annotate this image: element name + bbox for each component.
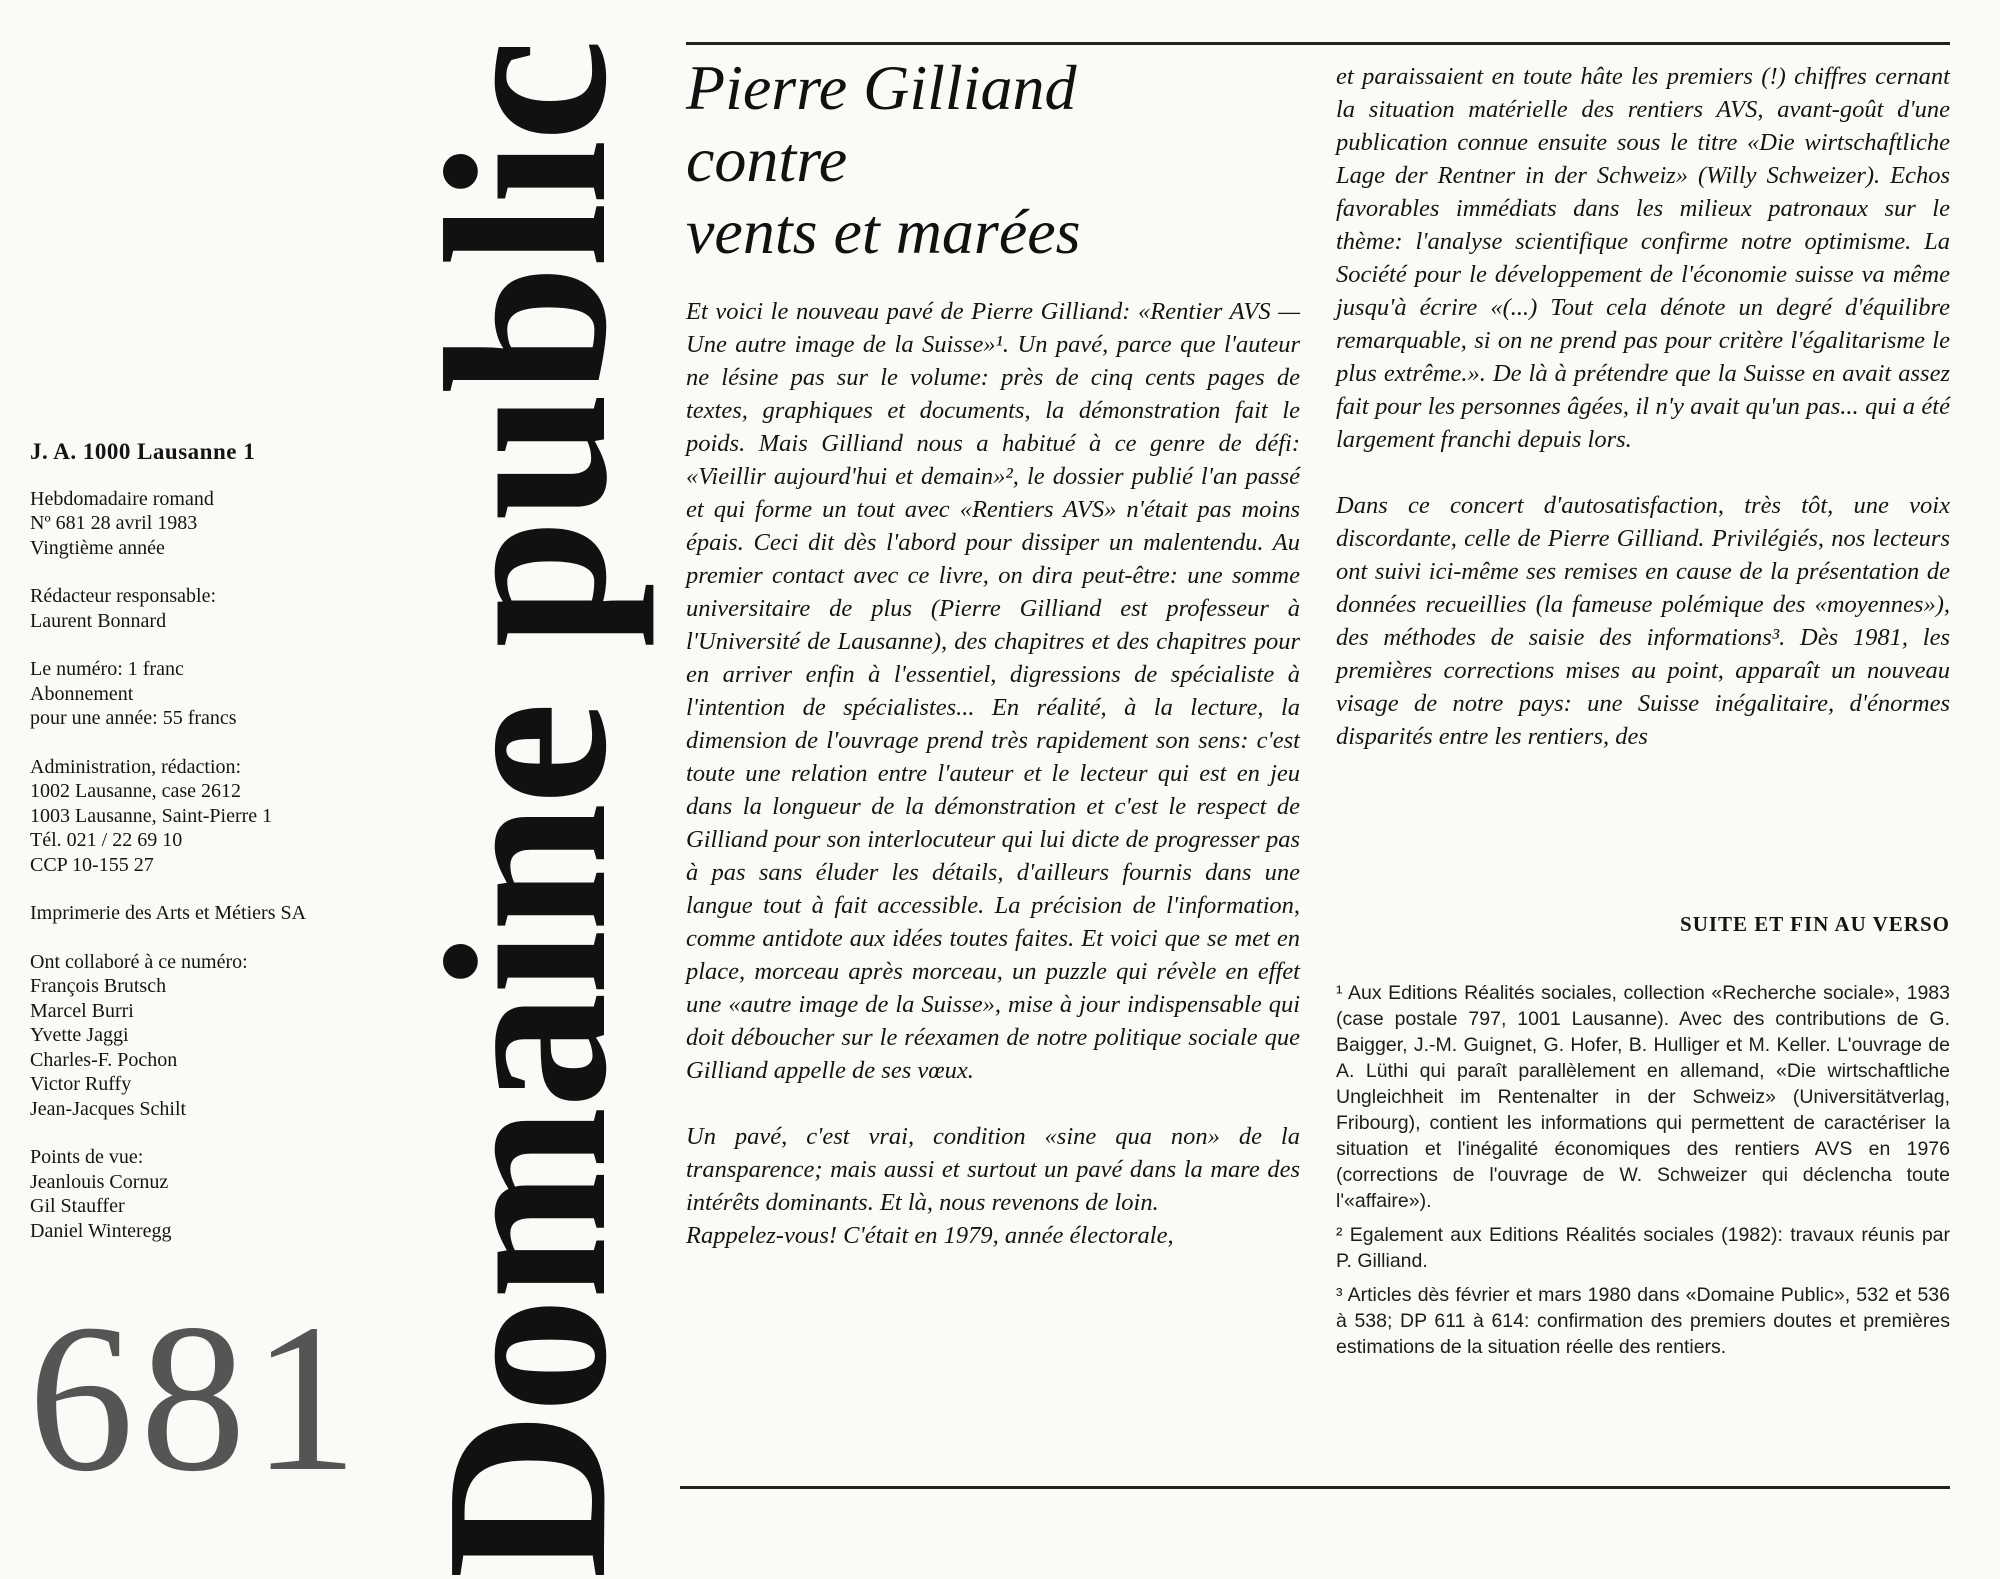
issue-date: Nº 681 28 avril 1983 [30, 512, 198, 534]
footnote: ² Egalement aux Editions Réalités sociales (1982): travaux réunis par P. Gilliand. [1336, 1224, 1950, 1272]
subscription-label: Abonnement [30, 682, 134, 705]
contributor: François Brutsch [30, 975, 167, 997]
contributors [30, 950, 410, 1122]
footnote: ³ Articles dès février et mars 1980 dans «Domaine Public», 532 et 536 à 538; DP 611 à 614: confirmation des premiers doutes et premières estimations de la situation réelle des rentiers. [1336, 1284, 1950, 1358]
article-paragraph: et paraissaient en toute hâte les premiers (!) chiffres cernant la situation matérielle des rentiers AVS, avant-goût d'une publication connue ensuite sous le titre «Die wirtschaftliche Lage der Rentner in der Schweiz» (Willy Schweizer). Echos favorables immédiats dans les milieux patronaux sur le thème: l'analyse scientifique confirme notre optimisme. La Société pour le développement de l'économie suisse va même jusqu'à écrire «(...) Tout cela dénote un degré d'équilibre remarquable, si on ne prend pas pour critère l'égalitarisme le plus extrême.». De là à prétendre que la Suisse en avait assez fait pour les personnes âgées, il n'y avait qu'un pas... qui a été largement franchi depuis lors. [1336, 63, 1950, 453]
viewpoint-author: Gil Stauffer [30, 1195, 125, 1217]
footnotes [1336, 980, 1950, 1368]
subscription-price: pour une année: 55 francs [30, 707, 237, 729]
contributor: Marcel Burri [30, 999, 134, 1022]
admin-ccp: CCP 10-155 27 [30, 853, 154, 876]
postal-reference: J. A. 1000 Lausanne 1 [30, 439, 256, 464]
printer-info [30, 901, 410, 926]
admin-phone: Tél. 021 / 22 69 10 [30, 829, 183, 851]
printer-name: Imprimerie des Arts et Métiers SA [30, 902, 307, 924]
admin-label: Administration, rédaction: [30, 755, 242, 778]
footnote: ¹ Aux Editions Réalités sociales, collection «Recherche sociale», 1983 (case postale 797, 1001 Lausanne). Avec des contributions de G. Baigger, J.-M. Guignet, G. Hofer, B. Hulliger et M. Keller. L'ouvrage de A. Lüthi qui paraît parallèlement en allemand, «Die wirtschaftliche Ungleichheit im Rentenalter in der Schweiz» (Universitätverlag, Fribourg), contient les informations qui permettent de caractériser la situation et l'inégalité économiques des rentiers AVS en 1976 (corrections de l'ouvrage de W. Schweizer qui déclencha toute l'«affaire»). [1336, 982, 1950, 1212]
article-paragraph: Dans ce concert d'autosatisfaction, très tôt, une voix discordante, celle de Pierre Gilliand. Privilégiés, nos lecteurs ont suivi ici-même ses remises en cause de la présentation de données recueillies (la fameuse polémique des «moyennes»), des méthodes de saisie des informations³. Dès 1981, les premières corrections mises au point, apparaît un nouveau visage de notre pays: une Suisse inégalitaire, d'énormes disparités entre les rentiers, des [1336, 492, 1950, 750]
sidebar-imprint [30, 440, 410, 1267]
top-rule [686, 42, 1950, 45]
article-paragraph: Un pavé, c'est vrai, condition «sine qua non» de la transparence; mais aussi et surtout un pavé dans la mare des intérêts dominants. Et là, nous revenons de loin. [686, 1123, 1300, 1216]
editor-info [30, 584, 410, 633]
viewpoints-label: Points de vue: [30, 1146, 144, 1168]
headline-line: contre [686, 124, 848, 195]
masthead-container [398, 40, 655, 1579]
bottom-rule [680, 1486, 1950, 1489]
contributor: Yvette Jaggi [30, 1024, 129, 1046]
masthead-title: Domaine public [398, 40, 655, 1579]
editor-name: Laurent Bonnard [30, 609, 167, 632]
admin-address-2: 1003 Lausanne, Saint-Pierre 1 [30, 804, 273, 827]
price-issue: Le numéro: 1 franc [30, 658, 184, 680]
price-info [30, 657, 410, 731]
publication-info [30, 487, 410, 561]
article-headline [686, 52, 1286, 268]
contributor: Victor Ruffy [30, 1073, 132, 1095]
admin-address-1: 1002 Lausanne, case 2612 [30, 780, 242, 802]
contributor: Jean-Jacques Schilt [30, 1097, 187, 1120]
article-paragraph: Rappelez-vous! C'était en 1979, année électorale, [686, 1222, 1174, 1249]
viewpoint-author: Daniel Winteregg [30, 1219, 172, 1242]
issue-number: 681 [28, 1280, 364, 1515]
article-column-2 [1336, 60, 1950, 753]
publication-year: Vingtième année [30, 536, 165, 559]
article-paragraph: Et voici le nouveau pavé de Pierre Gilliand: «Rentier AVS — Une autre image de la Suisse»¹. Un pavé, parce que l'auteur ne lésine pas sur le volume: près de cinq cents pages de textes, graphiques et documents, la démonstration fait le poids. Mais Gilliand nous a habitué à ce genre de défi: «Vieillir aujourd'hui et demain»², le dossier publié l'an passé et qui forme un tout avec «Rentiers AVS» n'était pas moins épais. Ceci dit dès l'abord pour dissiper un malentendu. Au premier contact avec ce livre, on dira peut-être: une somme universitaire de plus (Pierre Gilliand est professeur à l'Université de Lausanne), des chapitres et des chapitres pour en arriver enfin à l'essentiel, digressions de spécialiste à l'intention de spécialistes... En réalité, à la lecture, la dimension de l'ouvrage prend très rapidement son sens: c'est toute une relation entre l'auteur et le lecteur qui est en jeu dans la longueur de la démonstration et c'est le respect de Gilliand pour son interlocuteur qui lui dicte de progresser pas à pas sans éluder les détails, d'ailleurs fournis dans une langue tout à fait accessible. La précision de l'information, comme antidote aux idées toutes faites. Et voici que se met en place, morceau après morceau, un puzzle qui révèle en effet une «autre image de la Suisse», mise à jour indispensable qui doit déboucher sur le réexamen de notre politique sociale que Gilliand appelle de ses vœux. [686, 298, 1300, 1084]
contributors-label: Ont collaboré à ce numéro: [30, 950, 248, 973]
headline-line: Pierre Gilliand [686, 52, 1077, 123]
admin-info [30, 755, 410, 878]
editor-label: Rédacteur responsable: [30, 585, 217, 607]
continued-notice: SUITE ET FIN AU VERSO [1680, 912, 1950, 936]
viewpoint-author: Jeanlouis Cornuz [30, 1170, 169, 1193]
contributor: Charles-F. Pochon [30, 1048, 178, 1071]
viewpoints [30, 1145, 410, 1243]
publication-type: Hebdomadaire romand [30, 487, 214, 510]
headline-line: vents et marées [686, 196, 1081, 267]
article-column-1 [686, 295, 1300, 1252]
